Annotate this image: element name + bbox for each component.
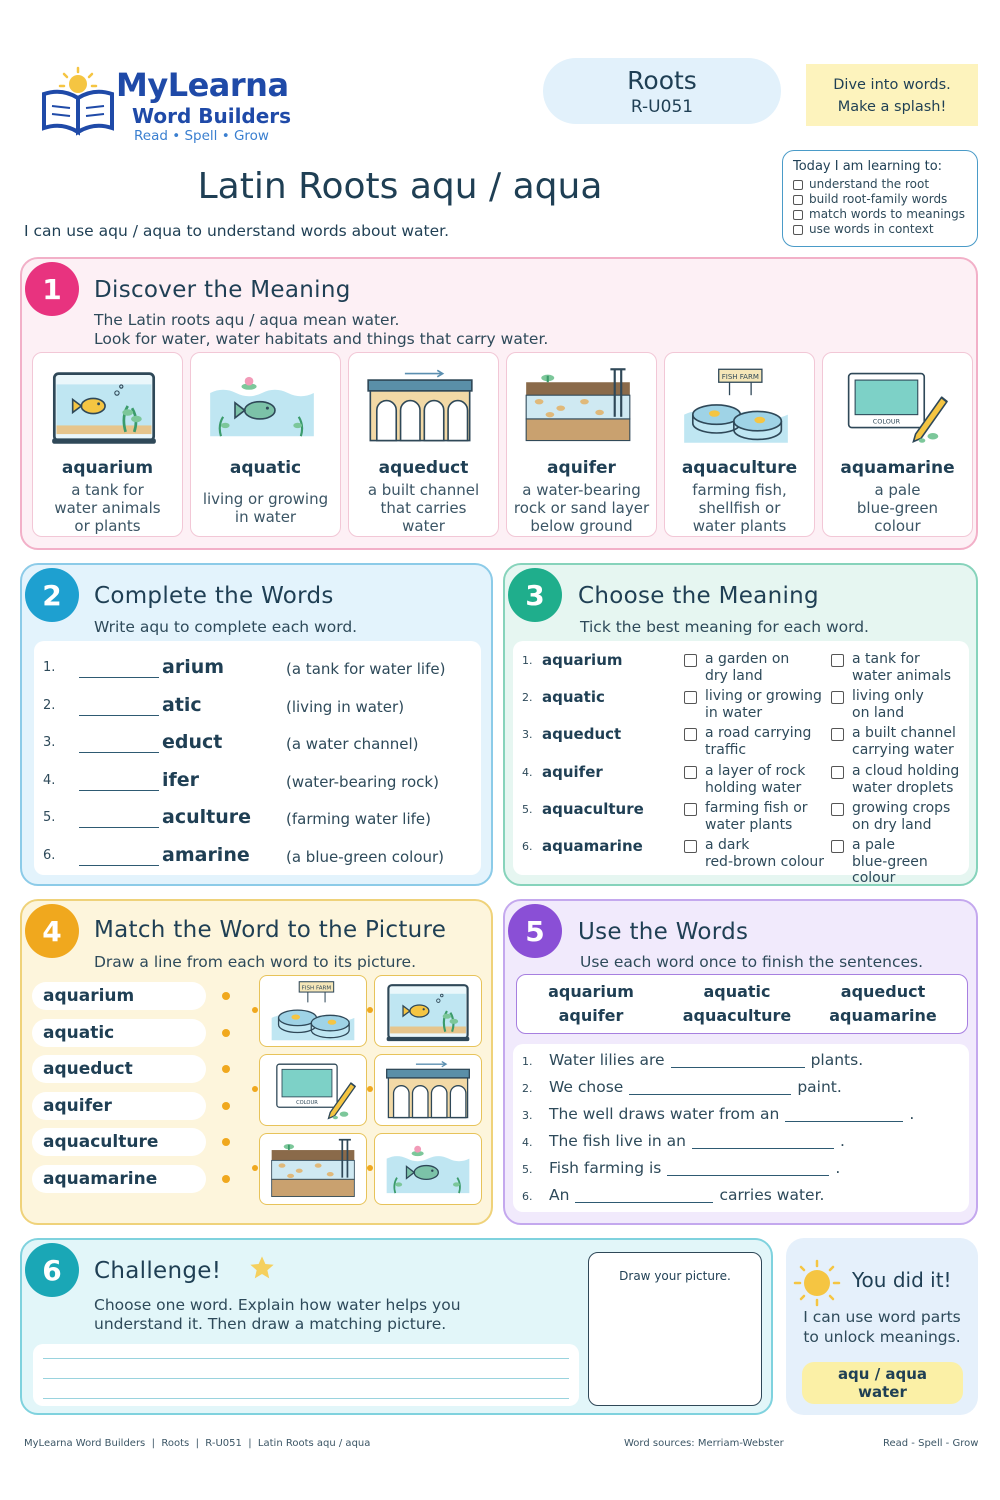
match-dot[interactable] bbox=[222, 1175, 230, 1183]
word-hint: (living in water) bbox=[286, 697, 405, 716]
reward-line2: to unlock meanings. bbox=[803, 1328, 961, 1346]
row-word: aquifer bbox=[542, 762, 603, 781]
bank-word-aqueduct: aqueduct bbox=[840, 982, 926, 1001]
card-definition: colour bbox=[874, 517, 921, 535]
match-dot[interactable] bbox=[252, 1007, 258, 1013]
badge-code: R-U051 bbox=[630, 97, 694, 117]
option-checkbox[interactable] bbox=[831, 803, 844, 816]
row-number: 1. bbox=[522, 1055, 533, 1068]
card-definition: a water-bearing bbox=[522, 481, 641, 499]
option-text: in water bbox=[705, 705, 763, 722]
word-ending: aculture bbox=[162, 806, 251, 828]
option-text: holding water bbox=[705, 779, 802, 796]
match-picture[interactable] bbox=[374, 1133, 482, 1205]
sentence-after: carries water. bbox=[719, 1186, 825, 1204]
sentence-row bbox=[522, 1078, 842, 1096]
sentence-before: Water lilies are bbox=[549, 1051, 665, 1069]
answer-blank[interactable] bbox=[79, 702, 159, 716]
card-word: aquatic bbox=[229, 458, 302, 478]
reward-line1: I can use word parts bbox=[803, 1308, 961, 1326]
match-word-aquaculture[interactable]: aquaculture bbox=[32, 1128, 206, 1156]
row-number: 3. bbox=[43, 735, 56, 750]
option-checkbox[interactable] bbox=[831, 691, 844, 704]
writing-area[interactable] bbox=[33, 1344, 579, 1406]
motto-line1: Dive into words. bbox=[833, 77, 951, 93]
row-number: 5. bbox=[43, 810, 56, 825]
word-ending: educt bbox=[162, 731, 223, 753]
fish-farm-icon bbox=[682, 367, 790, 445]
answer-blank[interactable] bbox=[79, 664, 159, 678]
match-picture[interactable] bbox=[259, 1133, 367, 1205]
svg-text:COLOUR: COLOUR bbox=[296, 1099, 318, 1106]
word-card-aquarium bbox=[32, 352, 183, 537]
word-hint: (a water channel) bbox=[286, 735, 419, 753]
section-number: 1 bbox=[25, 262, 79, 316]
section-number: 3 bbox=[508, 568, 562, 622]
option-text: a layer of rock bbox=[705, 762, 806, 779]
sentence-after: . bbox=[909, 1105, 915, 1123]
sentence-after: . bbox=[839, 1132, 845, 1150]
option-checkbox[interactable] bbox=[831, 840, 844, 853]
card-definition: that carries bbox=[380, 499, 467, 517]
fish-icon bbox=[381, 1138, 475, 1200]
sentence-row bbox=[522, 1051, 863, 1069]
option-text: a road carrying bbox=[705, 725, 812, 742]
option-text: on land bbox=[852, 705, 905, 722]
aquifer-icon bbox=[524, 367, 632, 445]
match-dot[interactable] bbox=[222, 1138, 230, 1146]
card-definition: in water bbox=[234, 508, 297, 526]
answer-blank[interactable] bbox=[79, 852, 159, 866]
row-number: 4. bbox=[522, 1136, 533, 1149]
sentence-row bbox=[522, 1105, 914, 1123]
colour-swatch-icon bbox=[266, 1059, 360, 1121]
match-word-aquifer[interactable]: aquifer bbox=[32, 1092, 206, 1120]
svg-text:FISH FARM: FISH FARM bbox=[721, 372, 759, 381]
row-number: 2. bbox=[43, 697, 56, 713]
choose-list bbox=[513, 641, 969, 886]
logo-tagline: Read • Spell • Grow bbox=[134, 128, 269, 144]
answer-blank[interactable] bbox=[79, 739, 159, 753]
option-checkbox[interactable] bbox=[684, 691, 697, 704]
section-line2: Look for water, water habitats and things that carry water. bbox=[94, 330, 549, 348]
aquarium-icon bbox=[381, 980, 475, 1042]
card-definition: blue-green bbox=[856, 499, 939, 517]
drawing-area[interactable] bbox=[588, 1252, 762, 1406]
option-checkbox[interactable] bbox=[684, 728, 697, 741]
checkbox[interactable] bbox=[793, 210, 803, 220]
word-ending: atic bbox=[162, 693, 202, 716]
match-word-aqueduct[interactable]: aqueduct bbox=[32, 1055, 206, 1083]
option-checkbox[interactable] bbox=[684, 803, 697, 816]
card-word: aquamarine bbox=[840, 458, 955, 478]
chip-root: aqu / aqua bbox=[837, 1365, 928, 1383]
option-text: red-brown colour bbox=[705, 854, 825, 870]
learning-box bbox=[782, 150, 978, 247]
option-checkbox[interactable] bbox=[684, 840, 697, 853]
option-text: a cloud holding bbox=[852, 762, 960, 779]
card-definition: a built channel bbox=[367, 481, 480, 499]
learning-goal: I can use aqu / aqua to understand words about water. bbox=[24, 222, 449, 240]
motto-note bbox=[806, 64, 978, 126]
learning-item-label: build root-family words bbox=[809, 192, 948, 206]
footer-middle: Word sources: Merriam-Webster bbox=[624, 1438, 784, 1449]
page-title: Latin Roots aqu / aqua bbox=[197, 166, 603, 207]
star-icon bbox=[248, 1254, 276, 1282]
option-checkbox[interactable] bbox=[684, 766, 697, 779]
match-dot[interactable] bbox=[367, 1165, 373, 1171]
option-text: a dark bbox=[705, 837, 750, 853]
match-picture[interactable] bbox=[374, 975, 482, 1047]
card-definition: or plants bbox=[74, 517, 141, 535]
word-card-aquaculture bbox=[664, 352, 815, 537]
sentence-after: . bbox=[835, 1159, 841, 1177]
match-word-aquarium[interactable]: aquarium bbox=[32, 982, 206, 1010]
section-discover bbox=[20, 257, 978, 550]
complete-list bbox=[34, 641, 481, 875]
bank-word-aquaculture: aquaculture bbox=[682, 1006, 792, 1025]
row-number: 4. bbox=[43, 772, 56, 788]
option-text: traffic bbox=[705, 742, 747, 759]
word-hint: (a tank for water life) bbox=[286, 660, 446, 678]
row-word: aquaculture bbox=[542, 799, 644, 818]
logo-subtitle: Word Builders bbox=[132, 104, 292, 128]
section-instruction: Write aqu to complete each word. bbox=[94, 618, 358, 636]
section-title: Challenge! bbox=[94, 1258, 222, 1284]
row-number: 5. bbox=[522, 1163, 533, 1176]
option-checkbox[interactable] bbox=[831, 654, 844, 667]
match-dot[interactable] bbox=[222, 992, 230, 1000]
section-title: Choose the Meaning bbox=[578, 583, 819, 609]
card-definition: a tank for bbox=[71, 481, 144, 499]
match-word-aquamarine[interactable]: aquamarine bbox=[32, 1165, 206, 1193]
reward-title: You did it! bbox=[852, 1268, 952, 1292]
match-picture[interactable] bbox=[374, 1054, 482, 1126]
option-text: growing crops bbox=[852, 799, 951, 816]
card-definition: farming fish, bbox=[692, 481, 787, 499]
learning-item-label: understand the root bbox=[809, 177, 930, 191]
option-text: farming fish or bbox=[705, 799, 808, 816]
footer-left: MyLearna Word Builders | Roots | R-U051 | Latin Roots aqu / aqua bbox=[24, 1438, 371, 1449]
card-word: aqueduct bbox=[378, 458, 469, 478]
sentence-blank[interactable] bbox=[629, 1079, 791, 1095]
aquifer-icon bbox=[266, 1138, 360, 1200]
sentence-blank[interactable] bbox=[575, 1187, 713, 1203]
aqueduct-icon bbox=[381, 1059, 475, 1121]
card-definition: living or growing bbox=[202, 490, 329, 508]
sentence-row bbox=[522, 1132, 845, 1150]
row-word: aquarium bbox=[542, 651, 623, 669]
learning-item-label: match words to meanings bbox=[809, 207, 966, 221]
match-picture[interactable] bbox=[259, 1054, 367, 1126]
sentence-after: paint. bbox=[797, 1078, 842, 1096]
match-dot[interactable] bbox=[252, 1086, 258, 1092]
word-hint: (water-bearing rock) bbox=[286, 772, 439, 791]
card-definition: water animals bbox=[54, 499, 161, 517]
row-number: 6. bbox=[522, 1190, 533, 1203]
sentence-before: The fish live in an bbox=[549, 1132, 686, 1150]
svg-text:FISH FARM: FISH FARM bbox=[301, 985, 332, 992]
section-number: 2 bbox=[25, 568, 79, 622]
card-definition: water bbox=[402, 517, 445, 535]
option-checkbox[interactable] bbox=[831, 766, 844, 779]
match-dot[interactable] bbox=[222, 1102, 230, 1110]
draw-label: Draw your picture. bbox=[619, 1269, 731, 1283]
row-number: 2. bbox=[522, 1082, 533, 1095]
word-hint: (a blue-green colour) bbox=[286, 847, 445, 866]
sentence-row bbox=[522, 1186, 824, 1204]
row-word: aquamarine bbox=[542, 837, 643, 855]
option-text: on dry land bbox=[852, 816, 932, 833]
section-choose bbox=[503, 563, 978, 886]
word-card-aqueduct bbox=[348, 352, 499, 537]
row-number: 6. bbox=[43, 847, 56, 863]
card-definition: shellfish or bbox=[698, 499, 781, 517]
word-card-aquatic bbox=[190, 352, 341, 537]
card-definition: below ground bbox=[530, 517, 633, 535]
row-number: 4. bbox=[522, 765, 533, 779]
row-number: 1. bbox=[522, 654, 533, 667]
word-ending: amarine bbox=[162, 843, 250, 866]
option-text: living only bbox=[852, 688, 924, 705]
option-checkbox[interactable] bbox=[831, 728, 844, 741]
section-number: 6 bbox=[25, 1243, 79, 1297]
answer-blank[interactable] bbox=[79, 814, 159, 828]
card-word: aquaculture bbox=[681, 458, 798, 478]
reward-card bbox=[786, 1238, 978, 1415]
match-word-aquatic[interactable]: aquatic bbox=[32, 1019, 206, 1047]
option-text: blue-green colour bbox=[852, 854, 928, 886]
row-number: 1. bbox=[43, 660, 56, 675]
book-sun-icon bbox=[40, 66, 120, 136]
bank-word-aquatic: aquatic bbox=[703, 982, 771, 1001]
sentence-blank[interactable] bbox=[671, 1052, 805, 1068]
option-text: a pale bbox=[852, 837, 895, 853]
section-title: Complete the Words bbox=[94, 583, 334, 609]
sentence-before: An bbox=[549, 1186, 570, 1204]
row-number: 5. bbox=[522, 802, 533, 816]
fish-icon bbox=[208, 367, 316, 445]
sentence-blank[interactable] bbox=[785, 1106, 903, 1122]
section-number: 5 bbox=[508, 904, 562, 958]
match-dot[interactable] bbox=[367, 1007, 373, 1013]
option-checkbox[interactable] bbox=[684, 654, 697, 667]
root-chip bbox=[802, 1362, 963, 1404]
option-text: living or growing bbox=[705, 688, 822, 705]
aquarium-icon bbox=[50, 367, 158, 445]
colour-swatch-icon bbox=[840, 367, 948, 445]
word-ending: arium bbox=[162, 656, 225, 678]
card-word: aquarium bbox=[61, 458, 154, 478]
card-definition: a pale bbox=[874, 481, 921, 499]
checkbox[interactable] bbox=[793, 180, 803, 190]
match-dot[interactable] bbox=[252, 1165, 258, 1171]
sentence-blank[interactable] bbox=[692, 1133, 834, 1149]
aqueduct-icon bbox=[366, 367, 474, 445]
option-text: carrying water bbox=[852, 742, 954, 759]
bank-word-aquarium: aquarium bbox=[548, 982, 634, 1001]
checkbox[interactable] bbox=[793, 195, 803, 205]
sentence-before: We chose bbox=[549, 1078, 624, 1096]
option-text: water plants bbox=[705, 816, 793, 833]
fish-farm-icon bbox=[266, 980, 360, 1042]
sentence-after: plants. bbox=[810, 1051, 864, 1069]
card-definition: water plants bbox=[692, 517, 787, 535]
logo bbox=[40, 66, 300, 146]
card-word: aquifer bbox=[547, 458, 616, 478]
option-text: a garden on bbox=[705, 651, 790, 667]
option-text: water animals bbox=[852, 668, 952, 684]
option-text: dry land bbox=[705, 668, 763, 684]
word-card-aquifer bbox=[506, 352, 657, 537]
word-ending: ifer bbox=[162, 768, 200, 791]
unit-badge bbox=[543, 58, 781, 124]
word-hint: (farming water life) bbox=[286, 810, 432, 828]
chip-meaning: water bbox=[858, 1383, 907, 1401]
row-number: 3. bbox=[522, 728, 533, 742]
learning-item-label: use words in context bbox=[809, 222, 934, 236]
section-line1: The Latin roots aqu / aqua mean water. bbox=[94, 311, 400, 329]
section-title: Match the Word to the Picture bbox=[94, 917, 447, 943]
sentence-before: Fish farming is bbox=[549, 1159, 662, 1177]
learning-heading: Today I am learning to: bbox=[793, 159, 943, 174]
row-word: aquatic bbox=[542, 688, 605, 707]
sentence-blank[interactable] bbox=[667, 1160, 829, 1176]
row-word: aqueduct bbox=[542, 725, 622, 744]
section-instruction: Use each word once to finish the sentences. bbox=[580, 953, 924, 971]
option-text: water droplets bbox=[852, 779, 954, 796]
sentence-before: The well draws water from an bbox=[549, 1105, 780, 1123]
bank-word-aquifer: aquifer bbox=[558, 1006, 624, 1025]
match-dot[interactable] bbox=[222, 1029, 230, 1037]
option-text: a tank for bbox=[852, 651, 920, 667]
motto-line2: Make a splash! bbox=[837, 99, 947, 115]
bank-word-aquamarine: aquamarine bbox=[829, 1006, 937, 1025]
card-definition: rock or sand layer bbox=[513, 499, 650, 517]
match-dot[interactable] bbox=[367, 1086, 373, 1092]
section-challenge bbox=[20, 1238, 773, 1415]
challenge-line1: Choose one word. Explain how water helps you bbox=[94, 1296, 461, 1314]
logo-name: MyLearna bbox=[116, 66, 289, 104]
row-number: 3. bbox=[522, 1109, 533, 1122]
learning-item[interactable] bbox=[793, 222, 967, 237]
learning-item[interactable] bbox=[793, 177, 967, 192]
match-dot[interactable] bbox=[222, 1065, 230, 1073]
section-instruction: Draw a line from each word to its picture. bbox=[94, 953, 417, 971]
word-card-aquamarine bbox=[822, 352, 973, 537]
section-number: 4 bbox=[25, 904, 79, 958]
challenge-line2: understand it. Then draw a matching picture. bbox=[94, 1315, 447, 1333]
section-title: Use the Words bbox=[578, 919, 749, 945]
badge-topic: Roots bbox=[627, 66, 697, 95]
learning-item[interactable] bbox=[793, 192, 967, 207]
footer-right: Read - Spell - Grow bbox=[883, 1438, 979, 1449]
row-number: 6. bbox=[522, 840, 533, 853]
answer-blank[interactable] bbox=[79, 777, 159, 791]
section-complete bbox=[20, 563, 493, 886]
section-instruction: Tick the best meaning for each word. bbox=[580, 618, 869, 636]
learning-item[interactable] bbox=[793, 207, 967, 222]
match-picture[interactable] bbox=[259, 975, 367, 1047]
svg-text:COLOUR: COLOUR bbox=[872, 417, 901, 426]
option-text: a built channel bbox=[852, 725, 956, 742]
sun-icon bbox=[792, 1258, 842, 1308]
section-title: Discover the Meaning bbox=[94, 277, 351, 303]
checkbox[interactable] bbox=[793, 225, 803, 235]
sentence-row bbox=[522, 1159, 840, 1177]
row-number: 2. bbox=[522, 691, 533, 705]
